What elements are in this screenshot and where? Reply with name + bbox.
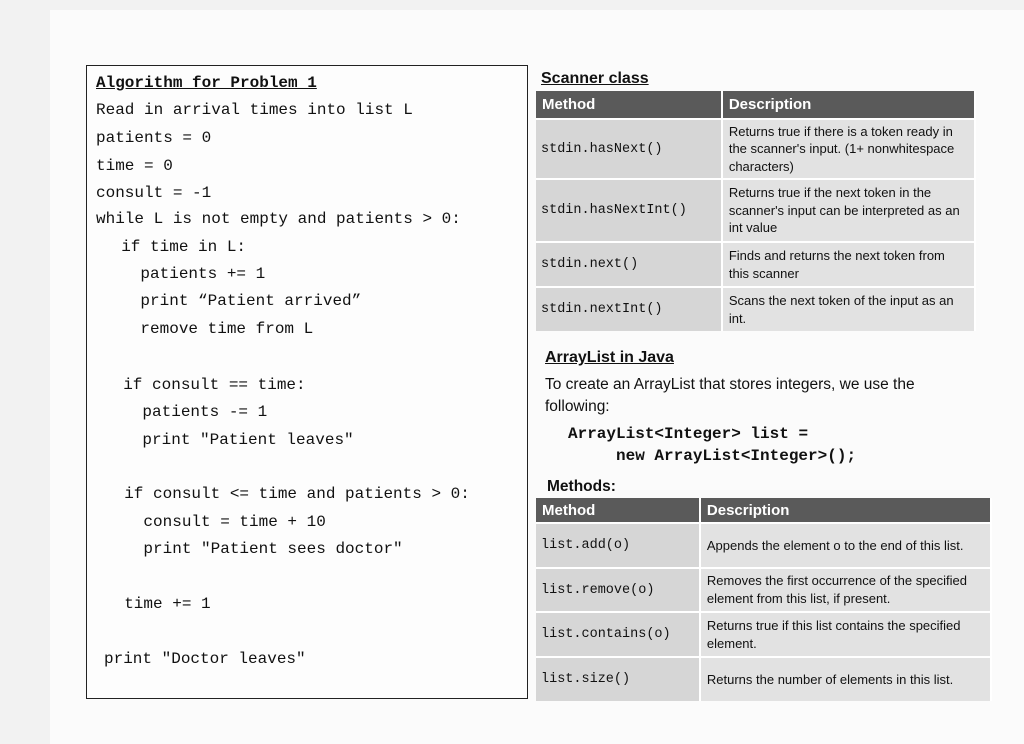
table-row xyxy=(536,119,975,179)
method-cell: list.contains(o) xyxy=(536,612,700,657)
algorithm-line: patients = 0 xyxy=(96,129,212,147)
method-cell: list.remove(o) xyxy=(536,568,700,612)
description-cell: Appends the element o to the end of this list. xyxy=(700,523,991,568)
algorithm-line: time = 0 xyxy=(96,157,173,175)
algorithm-line: print “Patient arrived” xyxy=(102,292,362,310)
table-row xyxy=(536,523,991,568)
method-cell: list.add(o) xyxy=(536,523,700,568)
algorithm-line: consult = time + 10 xyxy=(105,513,326,531)
algorithm-line: if consult <= time and patients > 0: xyxy=(105,485,470,503)
table-row xyxy=(536,287,975,331)
arraylist-intro: To create an ArrayList that stores integers, we use the following: xyxy=(545,376,915,415)
method-cell: stdin.hasNextInt() xyxy=(536,179,722,242)
algorithm-line: print "Doctor leaves" xyxy=(104,650,306,668)
arraylist-title: ArrayList in Java xyxy=(545,349,674,366)
methods-title: Methods: xyxy=(547,478,616,495)
algorithm-box xyxy=(86,65,528,699)
table-row xyxy=(536,612,991,657)
algorithm-line: if consult == time: xyxy=(104,376,306,394)
method-cell: list.size() xyxy=(536,657,700,701)
header-description: Description xyxy=(722,91,975,119)
algorithm-line: consult = -1 xyxy=(96,184,212,202)
algorithm-title: Algorithm for Problem 1 xyxy=(96,74,317,92)
table-row xyxy=(536,568,991,612)
algorithm-line: patients += 1 xyxy=(102,265,266,283)
description-cell: Removes the first occurrence of the specified element from this list, if present. xyxy=(700,568,991,612)
description-cell: Returns true if there is a token ready in the scanner's input. (1+ nonwhitespace characters) xyxy=(722,119,975,179)
arraylist-methods-table xyxy=(536,498,992,701)
scanner-table xyxy=(536,91,976,331)
method-cell: stdin.next() xyxy=(536,242,722,287)
method-cell: stdin.nextInt() xyxy=(536,287,722,331)
table-header-row xyxy=(536,498,991,523)
method-cell: stdin.hasNext() xyxy=(536,119,722,179)
header-method: Method xyxy=(536,498,700,523)
table-row xyxy=(536,179,975,242)
header-method: Method xyxy=(536,91,722,119)
algorithm-line: if time in L: xyxy=(102,238,247,256)
table-header-row xyxy=(536,91,975,119)
scanner-title: Scanner class xyxy=(541,70,649,87)
description-cell: Returns true if this list contains the specified element. xyxy=(700,612,991,657)
description-cell: Finds and returns the next token from this scanner xyxy=(722,242,975,287)
algorithm-line: while L is not empty and patients > 0: xyxy=(96,210,461,228)
table-row xyxy=(536,242,975,287)
header-description: Description xyxy=(700,498,991,523)
description-cell: Returns the number of elements in this list. xyxy=(700,657,991,701)
description-cell: Scans the next token of the input as an int. xyxy=(722,287,975,331)
algorithm-line: print "Patient leaves" xyxy=(104,431,354,449)
description-cell: Returns true if the next token in the scanner's input can be interpreted as an int value xyxy=(722,179,975,242)
algorithm-line: Read in arrival times into list L xyxy=(96,101,413,119)
algorithm-line: print "Patient sees doctor" xyxy=(105,540,403,558)
algorithm-line: patients -= 1 xyxy=(104,403,268,421)
algorithm-line: time += 1 xyxy=(105,595,211,613)
arraylist-code-line: new ArrayList<Integer>(); xyxy=(616,447,857,465)
arraylist-code-line: ArrayList<Integer> list = xyxy=(568,425,809,443)
table-row xyxy=(536,657,991,701)
algorithm-line: remove time from L xyxy=(102,320,314,338)
